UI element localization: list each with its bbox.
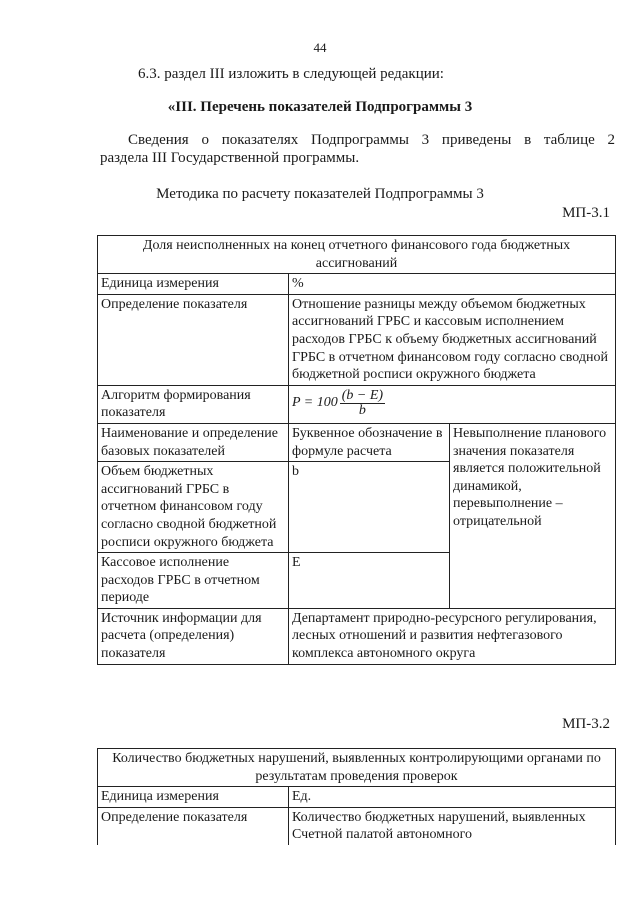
row-e-symbol: E — [289, 553, 450, 609]
definition-label: Определение показателя — [98, 294, 289, 385]
row-b-label: Объем бюджетных ассигнований ГРБС в отчетном финансовом году согласно сводной бюджетной росписи окружного бюджета — [98, 462, 289, 553]
indicator-table-2 — [97, 748, 616, 845]
source-value: Департамент природно-ресурсного регулирования, лесных отношений и развития нефтегазового комплекса автономного округа — [289, 608, 616, 664]
paragraph — [100, 131, 615, 167]
table-row — [98, 274, 616, 295]
definition-label: Определение показателя — [98, 807, 289, 845]
paragraph-line-1: Сведения о показателях Подпрограммы 3 приведены в таблице 2 — [128, 132, 615, 148]
section-heading: «III. Перечень показателей Подпрограммы 3 — [167, 99, 473, 115]
unit-value: Ед. — [289, 787, 616, 808]
formula-numerator: (b − E) — [341, 387, 384, 403]
base-label: Наименование и определение базовых показателей — [98, 423, 289, 461]
table-row — [98, 787, 616, 808]
symbol-header: Буквенное обозначение в формуле расчета — [289, 423, 450, 461]
table-row — [98, 807, 616, 845]
formula-denominator: b — [358, 402, 366, 418]
table2-title: Количество бюджетных нарушений, выявленных контролирующими органами по результатам проведения проверок — [98, 749, 616, 787]
formula-fraction — [340, 389, 385, 418]
methodology-title: Методика по расчету показателей Подпрограммы 3 — [156, 186, 484, 202]
unit-label: Единица измерения — [98, 274, 289, 295]
row-b-symbol: b — [289, 462, 450, 553]
unit-value: % — [289, 274, 616, 295]
note-cell: Невыполнение планового значения показателя является положительной динамикой, перевыполнение – отрицательной — [450, 423, 616, 608]
table-row — [98, 749, 616, 787]
table1-code: МП-3.1 — [562, 205, 610, 221]
algorithm-label: Алгоритм формирования показателя — [98, 385, 289, 423]
table-row — [98, 236, 616, 274]
intro-text: 6.3. раздел III изложить в следующей редакции: — [138, 66, 444, 82]
table2-code: МП-3.2 — [562, 716, 610, 732]
paragraph-line-2: раздела III Государственной программы. — [100, 150, 360, 166]
row-e-label: Кассовое исполнение расходов ГРБС в отчетном периоде — [98, 553, 289, 609]
definition-value: Количество бюджетных нарушений, выявленных Счетной палатой автономного — [289, 807, 616, 845]
indicator-table-1 — [97, 235, 616, 665]
table-row — [98, 423, 616, 461]
table1-title: Доля неисполненных на конец отчетного финансового года бюджетных ассигнований — [98, 236, 616, 274]
table-row — [98, 385, 616, 423]
source-label: Источник информации для расчета (определения) показателя — [98, 608, 289, 664]
table-row — [98, 608, 616, 664]
table-row — [98, 294, 616, 385]
formula — [292, 389, 385, 418]
definition-value: Отношение разницы между объемом бюджетных ассигнований ГРБС и кассовым исполнением расходов ГРБС к объему бюджетных ассигнований ГРБС в отчетном финансовом году согласно сводной бюджетной росписи окружного бюджета — [289, 294, 616, 385]
page-number: 44 — [313, 40, 327, 55]
formula-lhs: P = 100 — [292, 395, 338, 411]
unit-label: Единица измерения — [98, 787, 289, 808]
formula-cell — [289, 385, 616, 423]
